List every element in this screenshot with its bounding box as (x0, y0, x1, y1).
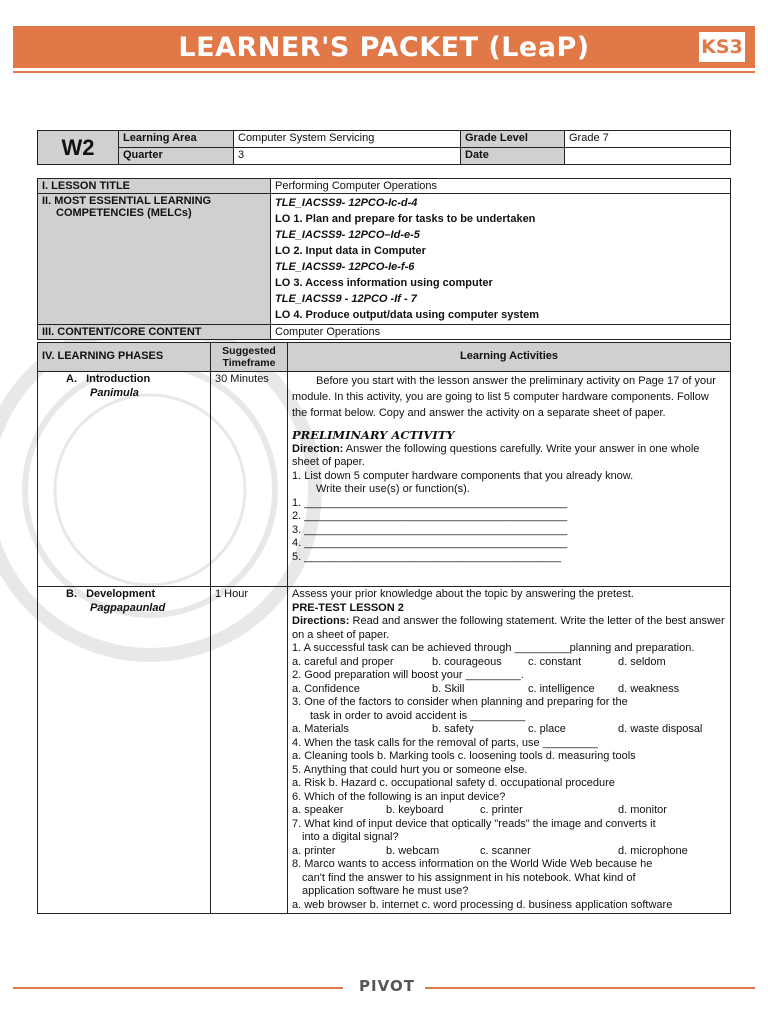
banner-title: LEARNER'S PACKET (LeaP) (178, 31, 590, 63)
option: a. speaker (292, 804, 344, 816)
phase-subtitle: Panimula (90, 386, 139, 399)
footer-rule-left (13, 987, 343, 989)
lesson-table (37, 178, 731, 340)
dev-activities (288, 587, 731, 914)
question-8-options: a. web browser b. internet c. word processing d. business application software (292, 898, 673, 911)
dev-timeframe: 1 Hour (211, 587, 288, 914)
week-label: W2 (38, 131, 119, 165)
intro-item1: 1. List down 5 computer hardware components that you already know. (292, 469, 634, 482)
melcs-label-line2: COMPETENCIES (MELCs) (56, 207, 192, 219)
intro-paragraph: Before you start with the lesson answer the preliminary activity on Page 17 of your module. In this activity, you are going to list 5 computer hardware components. Follow the format below. Copy and answer the activity on a separate sheet of paper. (292, 375, 716, 419)
phase-introduction (38, 372, 211, 587)
pretest-title: PRE-TEST LESSON 2 (292, 601, 404, 614)
option: b. courageous (432, 655, 502, 668)
answer-blank: 3. ___________________________________________ (292, 523, 568, 536)
preliminary-activity-title: PRELIMINARY ACTIVITY (292, 428, 455, 442)
grade-level-value: Grade 7 (565, 131, 731, 148)
question-4: 4. When the task calls for the removal of parts, use _________ (292, 736, 598, 749)
phase-name: Introduction (86, 373, 151, 385)
intro-timeframe: 30 Minutes (211, 372, 288, 587)
content-label: III. CONTENT/CORE CONTENT (38, 325, 271, 340)
melc-code: TLE_IACSS9- 12PCO-Ic-d-4 (275, 197, 418, 209)
question-7b: into a digital signal? (302, 831, 399, 843)
lesson-title-value: Performing Computer Operations (271, 179, 731, 194)
question-7-options (292, 845, 726, 859)
melc-lo: LO 2. Input data in Computer (275, 245, 426, 257)
question-3: 3. One of the factors to consider when planning and preparing for the (292, 696, 628, 708)
question-1-options (292, 656, 726, 670)
option: c. constant (528, 655, 582, 668)
phase-letter: A. (66, 373, 77, 385)
question-2: 2. Good preparation will boost your _________. (292, 669, 524, 681)
option: a. Materials (292, 723, 349, 735)
option: d. microphone (618, 844, 688, 857)
directions-text: Read and answer the following statement. Write the letter of the best answer on a sheet of paper. (292, 615, 725, 641)
option: b. webcam (386, 844, 440, 857)
option: b. Skill (432, 682, 465, 695)
learning-area-label: Learning Area (119, 131, 234, 148)
footer-rule-right (425, 987, 755, 989)
timeframe-header-line1: Suggested (222, 345, 276, 357)
option: c. intelligence (528, 682, 595, 695)
option: b. keyboard (386, 804, 444, 816)
answer-blank: 2. ___________________________________________ (292, 510, 568, 522)
option: c. place (528, 723, 566, 735)
melc-code: TLE_IACSS9 - 12PCO -If - 7 (275, 293, 417, 305)
answer-blank: 5. __________________________________________ (292, 550, 562, 563)
intro-direction (292, 443, 726, 470)
directions-label: Directions: (292, 615, 350, 627)
option: a. careful and proper (292, 655, 394, 668)
question-7: 7. What kind of input device that optically "reads" the image and converts it (292, 817, 656, 830)
melcs-list (271, 194, 731, 325)
header-table (37, 130, 731, 165)
option: b. safety (432, 723, 474, 735)
phase-name: Development (86, 588, 156, 600)
question-6-options (292, 804, 726, 818)
lesson-title-label: I. LESSON TITLE (38, 179, 271, 194)
melcs-label-line1: II. MOST ESSENTIAL LEARNING (42, 195, 212, 207)
question-3-options (292, 723, 726, 737)
question-4-options: a. Cleaning tools b. Marking tools c. loosening tools d. measuring tools (292, 750, 636, 762)
phase-letter: B. (66, 588, 77, 600)
phase-subtitle: Pagpapaunlad (90, 601, 166, 614)
option: d. monitor (618, 804, 667, 816)
timeframe-header-line2: Timeframe (222, 357, 276, 369)
question-8: 8. Marco wants to access information on the World Wide Web because he (292, 858, 653, 870)
banner-underline (13, 71, 755, 73)
content-value: Computer Operations (271, 325, 731, 340)
melc-code: TLE_IACSS9- 12PCO–Id-e-5 (275, 229, 420, 241)
option: d. waste disposal (618, 723, 703, 735)
option: a. printer (292, 844, 336, 857)
quarter-value: 3 (234, 148, 461, 165)
option: d. seldom (618, 655, 666, 668)
question-8c: application software he must use? (302, 885, 469, 897)
melc-lo: LO 4. Produce output/data using computer system (275, 309, 540, 321)
dev-directions (292, 615, 726, 642)
timeframe-col-header (211, 343, 288, 372)
learning-phases-table (37, 342, 731, 914)
intro-activities (288, 372, 731, 587)
melc-lo: LO 1. Plan and prepare for tasks to be undertaken (275, 213, 536, 225)
option: c. printer (480, 804, 523, 816)
question-3b: task in order to avoid accident is _________ (310, 709, 526, 722)
phases-col-header: IV. LEARNING PHASES (38, 343, 211, 372)
direction-text: Answer the following questions carefully. Write your answer in one whole sheet of paper. (292, 442, 700, 468)
grade-level-label: Grade Level (461, 131, 565, 148)
melc-code: TLE_IACSS9- 12PCO-Ie-f-6 (275, 261, 415, 273)
question-1: 1. A successful task can be achieved through _________planning and preparation. (292, 642, 695, 654)
option: c. scanner (480, 844, 531, 857)
option: d. weakness (618, 682, 680, 695)
question-2-options (292, 683, 726, 697)
activities-col-header: Learning Activities (288, 343, 731, 372)
date-label: Date (461, 148, 565, 165)
direction-label: Direction: (292, 442, 344, 455)
pivot-logo: PIVOT (359, 977, 415, 995)
answer-blank: 1. ___________________________________________ (292, 496, 568, 509)
question-5: 5. Anything that could hurt you or someone else. (292, 763, 528, 776)
melc-lo: LO 3. Access information using computer (275, 277, 493, 289)
quarter-label: Quarter (119, 148, 234, 165)
melcs-label (38, 194, 271, 325)
question-5-options: a. Risk b. Hazard c. occupational safety d. occupational procedure (292, 777, 615, 789)
ks3-badge: KS3 (699, 32, 745, 62)
question-6: 6. Which of the following is an input device? (292, 790, 506, 803)
learning-area-value: Computer System Servicing (234, 131, 461, 148)
dev-intro: Assess your prior knowledge about the topic by answering the pretest. (292, 588, 634, 600)
answer-blank: 4. ___________________________________________ (292, 537, 568, 549)
page-banner (13, 26, 755, 68)
intro-item1b: Write their use(s) or function(s). (316, 483, 470, 495)
option: a. Confidence (292, 682, 360, 695)
phase-development (38, 587, 211, 914)
question-8b: can't find the answer to his assignment in his notebook. What kind of (302, 871, 636, 884)
date-value (565, 148, 731, 165)
